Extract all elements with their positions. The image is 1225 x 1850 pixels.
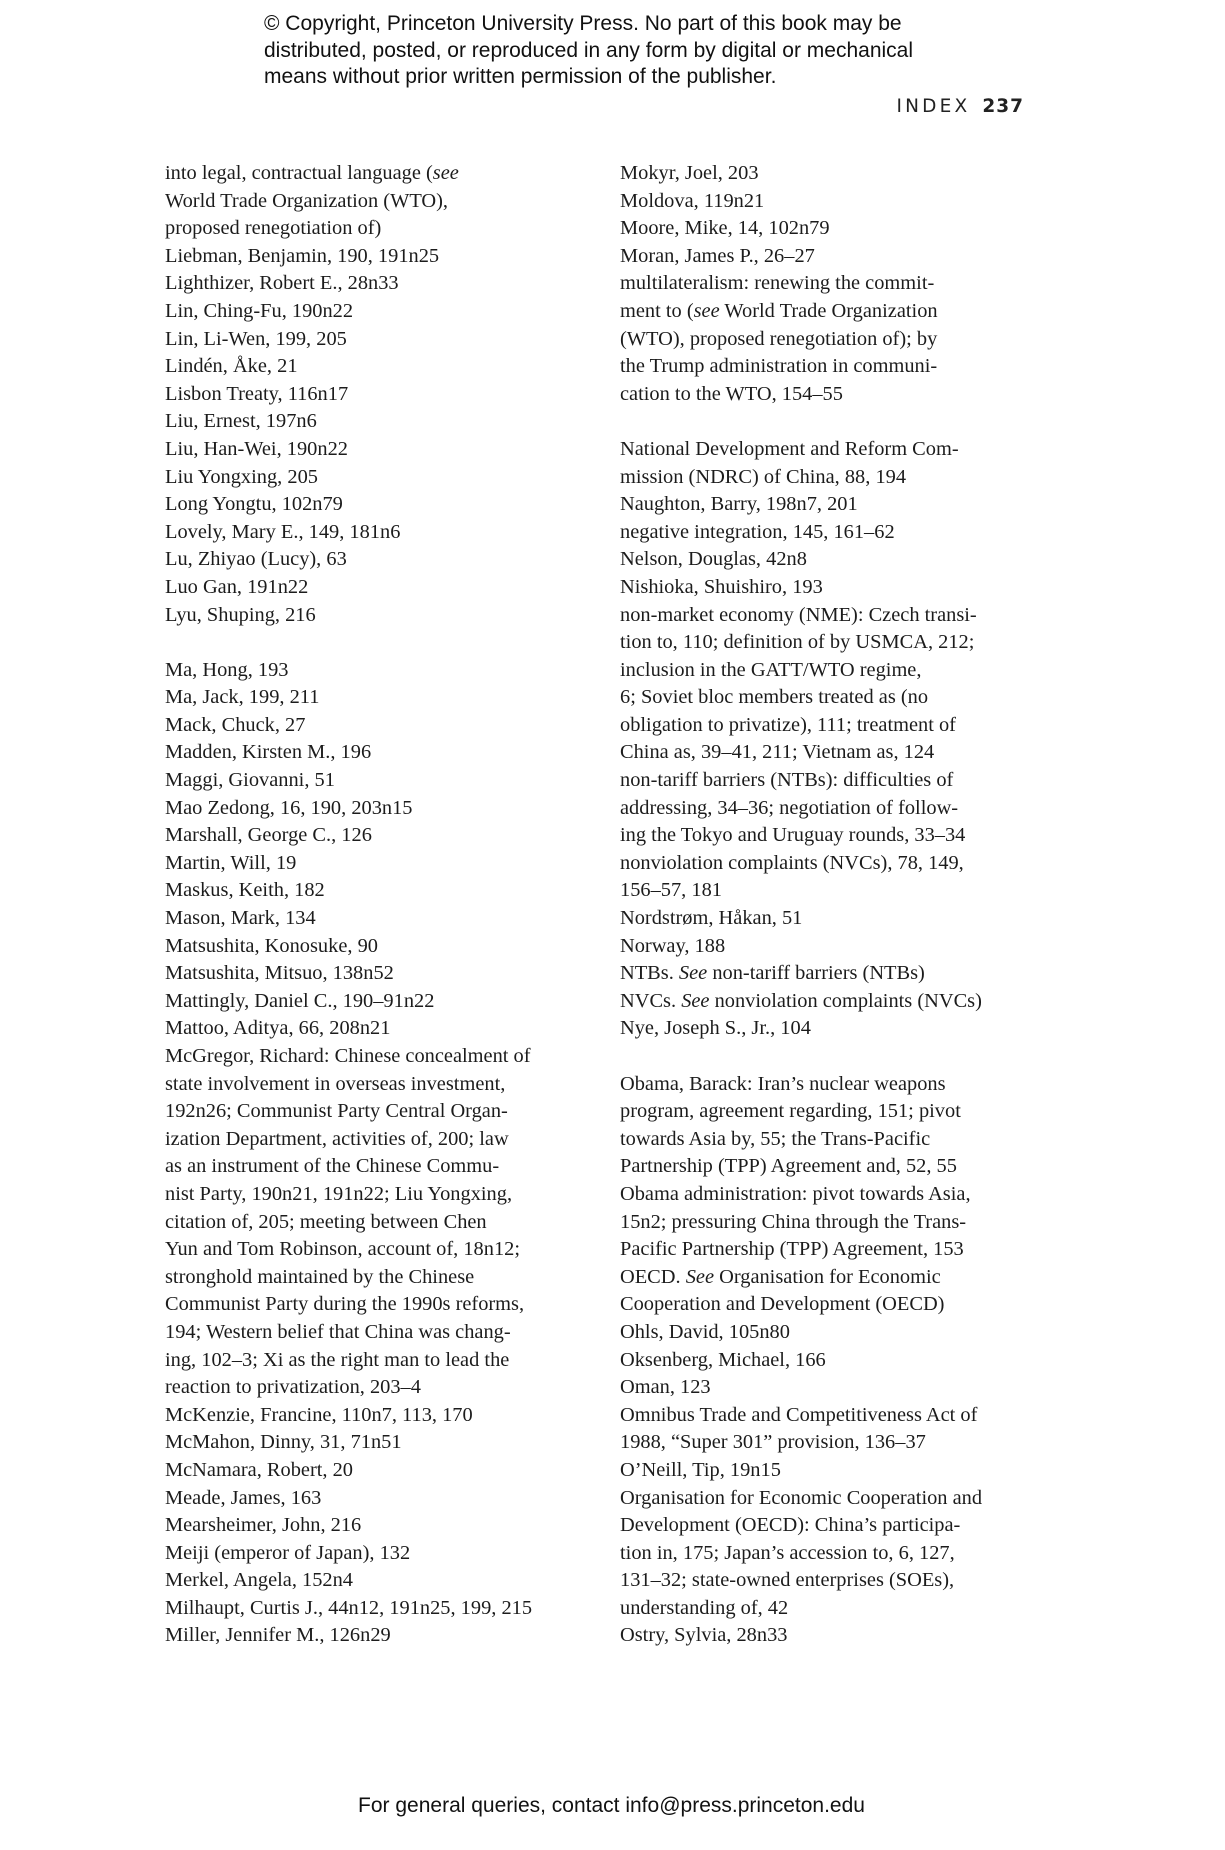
index-entry bbox=[165, 850, 585, 878]
index-entry-line: towards Asia by, 55; the Trans-Pacific bbox=[620, 1127, 931, 1150]
index-entry bbox=[165, 1485, 585, 1513]
index-entry-line: Ohls, David, 105n80 bbox=[620, 1320, 790, 1343]
index-entry-line: ment to (see World Trade Organization bbox=[620, 299, 938, 322]
index-entry-line: tion to, 110; definition of by USMCA, 212; bbox=[620, 631, 975, 654]
index-entry-line: Naughton, Barry, 198n7, 201 bbox=[620, 493, 858, 516]
index-entry bbox=[620, 933, 1040, 961]
index-entry-line: ing the Tokyo and Uruguay rounds, 33–34 bbox=[620, 824, 966, 847]
index-entry-line: 156–57, 181 bbox=[620, 879, 722, 902]
section-gap bbox=[620, 408, 1040, 436]
index-entry bbox=[165, 436, 585, 464]
index-entry bbox=[620, 188, 1040, 216]
index-entry bbox=[620, 215, 1040, 243]
index-entry-line: Mattoo, Aditya, 66, 208n21 bbox=[165, 1017, 391, 1040]
index-entry-line: reaction to privatization, 203–4 bbox=[165, 1376, 421, 1399]
index-entry bbox=[165, 298, 585, 326]
index-entry-line: Mokyr, Joel, 203 bbox=[620, 162, 759, 184]
index-entry bbox=[165, 822, 585, 850]
index-entry-line: inclusion in the GATT/WTO regime, bbox=[620, 658, 922, 681]
index-entry-line: cation to the WTO, 154–55 bbox=[620, 382, 843, 405]
index-entry bbox=[165, 988, 585, 1016]
copyright-line: © Copyright, Princeton University Press. No part of this book may be bbox=[264, 12, 902, 35]
index-entry bbox=[165, 243, 585, 271]
index-entry bbox=[620, 160, 1040, 188]
index-entry bbox=[165, 905, 585, 933]
footer-text: For general queries, contact info@press.princeton.edu bbox=[358, 1794, 865, 1817]
index-entry bbox=[165, 1595, 585, 1623]
index-entry-line: Maggi, Giovanni, 51 bbox=[165, 769, 335, 792]
index-entry-line: negative integration, 145, 161–62 bbox=[620, 520, 895, 543]
index-entry bbox=[620, 1264, 1040, 1319]
index-entry bbox=[165, 1512, 585, 1540]
index-entry-line: Lindén, Åke, 21 bbox=[165, 355, 298, 378]
index-entry-line: Lin, Li-Wen, 199, 205 bbox=[165, 327, 347, 350]
index-entry bbox=[165, 739, 585, 767]
index-entry-line: Lyu, Shuping, 216 bbox=[165, 603, 316, 626]
index-entry-line: Meiji (emperor of Japan), 132 bbox=[165, 1541, 411, 1564]
index-entry-line: Mattingly, Daniel C., 190–91n22 bbox=[165, 989, 435, 1012]
index-entry-line: Madden, Kirsten M., 196 bbox=[165, 741, 372, 764]
index-entry-line: ization Department, activities of, 200; law bbox=[165, 1127, 509, 1150]
index-entry bbox=[165, 270, 585, 298]
index-entry-line: Martin, Will, 19 bbox=[165, 851, 297, 874]
index-entry bbox=[620, 905, 1040, 933]
index-entry-line: McKenzie, Francine, 110n7, 113, 170 bbox=[165, 1403, 473, 1426]
index-entry-line: Merkel, Angela, 152n4 bbox=[165, 1569, 354, 1592]
index-entry bbox=[165, 491, 585, 519]
index-entry-line: Liebman, Benjamin, 190, 191n25 bbox=[165, 244, 440, 267]
index-entry-line: stronghold maintained by the Chinese bbox=[165, 1265, 475, 1288]
index-entry-line: 6; Soviet bloc members treated as (no bbox=[620, 686, 929, 709]
index-entry-line: 1988, “Super 301” provision, 136–37 bbox=[620, 1431, 926, 1454]
index-entry-line: NVCs. See nonviolation complaints (NVCs) bbox=[620, 989, 982, 1012]
index-entry-line: China as, 39–41, 211; Vietnam as, 124 bbox=[620, 741, 935, 764]
index-entry-line: Norway, 188 bbox=[620, 934, 726, 957]
index-entry-line: Moldova, 119n21 bbox=[620, 189, 765, 212]
index-entry bbox=[620, 988, 1040, 1016]
index-entry bbox=[165, 1043, 585, 1402]
index-entry bbox=[165, 519, 585, 547]
index-entry-line: National Development and Reform Com- bbox=[620, 437, 959, 460]
index-entry bbox=[165, 933, 585, 961]
index-entry-line: Maskus, Keith, 182 bbox=[165, 879, 325, 902]
index-entry-line: Liu, Ernest, 197n6 bbox=[165, 410, 317, 433]
index-entry-line: Pacific Partnership (TPP) Agreement, 153 bbox=[620, 1238, 964, 1261]
index-entry bbox=[165, 877, 585, 905]
index-entry bbox=[165, 1622, 585, 1650]
index-entry-line: into legal, contractual language (see bbox=[165, 162, 459, 184]
index-entry-line: Obama, Barack: Iran’s nuclear weapons bbox=[620, 1072, 946, 1095]
index-entry-line: addressing, 34–36; negotiation of follow- bbox=[620, 796, 959, 819]
index-entry-line: McGregor, Richard: Chinese concealment of bbox=[165, 1045, 531, 1067]
index-entry bbox=[620, 243, 1040, 271]
index-entry-line: program, agreement regarding, 151; pivot bbox=[620, 1100, 961, 1123]
index-entry-line: OECD. See Organisation for Economic bbox=[620, 1265, 941, 1288]
index-entry-line: the Trump administration in communi- bbox=[620, 355, 938, 378]
index-entry bbox=[620, 270, 1040, 408]
section-gap bbox=[165, 629, 585, 657]
index-entry-line: non-market economy (NME): Czech transi- bbox=[620, 603, 977, 626]
index-entry bbox=[165, 353, 585, 381]
index-entry-line: Marshall, George C., 126 bbox=[165, 824, 372, 847]
index-entry-line: Nordstrøm, Håkan, 51 bbox=[620, 907, 803, 930]
index-entry-line: obligation to privatize), 111; treatment of bbox=[620, 713, 956, 736]
index-column-right bbox=[620, 160, 1040, 1650]
index-entry-line: O’Neill, Tip, 19n15 bbox=[620, 1458, 781, 1481]
footer-contact bbox=[0, 1794, 1225, 1818]
index-entry bbox=[165, 1402, 585, 1430]
index-entry-line: Matsushita, Konosuke, 90 bbox=[165, 934, 378, 957]
index-entry-line: 192n26; Communist Party Central Organ- bbox=[165, 1100, 508, 1123]
index-entry bbox=[165, 546, 585, 574]
index-entry bbox=[620, 491, 1040, 519]
index-entry-line: non-tariff barriers (NTBs): difficulties of bbox=[620, 769, 954, 792]
index-entry-line: Lighthizer, Robert E., 28n33 bbox=[165, 272, 399, 295]
index-entry-line: Nelson, Douglas, 42n8 bbox=[620, 548, 807, 571]
index-entry bbox=[620, 1319, 1040, 1347]
index-entry-line: World Trade Organization (WTO), bbox=[165, 189, 449, 212]
index-entry-line: Obama administration: pivot towards Asia, bbox=[620, 1182, 971, 1205]
index-entry bbox=[165, 574, 585, 602]
index-entry-line: mission (NDRC) of China, 88, 194 bbox=[620, 465, 907, 488]
running-head-label: INDEX bbox=[896, 96, 971, 117]
index-entry-line: Lisbon Treaty, 116n17 bbox=[165, 382, 349, 405]
index-entry-line: Lu, Zhiyao (Lucy), 63 bbox=[165, 548, 347, 571]
index-entry-line: Mack, Chuck, 27 bbox=[165, 713, 306, 736]
index-entry-line: Liu Yongxing, 205 bbox=[165, 465, 318, 488]
index-entry-line: Ma, Jack, 199, 211 bbox=[165, 686, 320, 709]
index-entry-line: Long Yongtu, 102n79 bbox=[165, 493, 343, 516]
index-entry bbox=[620, 574, 1040, 602]
copyright-line: means without prior written permission of the publisher. bbox=[264, 65, 777, 88]
index-entry-line: Lin, Ching-Fu, 190n22 bbox=[165, 299, 354, 322]
index-entry bbox=[620, 850, 1040, 905]
index-entry bbox=[620, 1622, 1040, 1650]
index-entry-line: citation of, 205; meeting between Chen bbox=[165, 1210, 487, 1233]
index-column-left bbox=[165, 160, 585, 1650]
index-entry-line: Partnership (TPP) Agreement and, 52, 55 bbox=[620, 1155, 957, 1178]
index-entry-line: Nye, Joseph S., Jr., 104 bbox=[620, 1017, 811, 1040]
running-head bbox=[896, 96, 1024, 117]
index-entry-line: Ostry, Sylvia, 28n33 bbox=[620, 1624, 788, 1647]
index-entry-line: ing, 102–3; Xi as the right man to lead the bbox=[165, 1348, 510, 1371]
index-entry-line: understanding of, 42 bbox=[620, 1596, 789, 1619]
index-entry bbox=[165, 464, 585, 492]
index-entry bbox=[165, 381, 585, 409]
index-entry bbox=[620, 1347, 1040, 1375]
index-entry-line: tion in, 175; Japan’s accession to, 6, 127, bbox=[620, 1541, 955, 1564]
index-entry-line: Moore, Mike, 14, 102n79 bbox=[620, 217, 830, 240]
index-entry bbox=[620, 546, 1040, 574]
index-entry bbox=[620, 1374, 1040, 1402]
index-entry bbox=[165, 326, 585, 354]
index-entry-line: as an instrument of the Chinese Commu- bbox=[165, 1155, 500, 1178]
index-entry-line: Miller, Jennifer M., 126n29 bbox=[165, 1624, 391, 1647]
index-entry-line: Moran, James P., 26–27 bbox=[620, 244, 815, 267]
index-entry-line: Yun and Tom Robinson, account of, 18n12; bbox=[165, 1238, 521, 1261]
page-number: 237 bbox=[982, 96, 1024, 117]
index-entry-line: 131–32; state-owned enterprises (SOEs), bbox=[620, 1569, 955, 1592]
index-entry bbox=[620, 1181, 1040, 1264]
index-entry-line: Mason, Mark, 134 bbox=[165, 907, 316, 930]
index-entry-line: proposed renegotiation of) bbox=[165, 217, 382, 240]
index-entry-line: Meade, James, 163 bbox=[165, 1486, 322, 1509]
index-entry bbox=[620, 767, 1040, 850]
index-entry-line: Organisation for Economic Cooperation and bbox=[620, 1486, 983, 1509]
index-entry bbox=[620, 960, 1040, 988]
index-entry bbox=[165, 1567, 585, 1595]
index-entry-line: NTBs. See non-tariff barriers (NTBs) bbox=[620, 962, 925, 985]
index-entry bbox=[620, 519, 1040, 547]
index-entry-line: Omnibus Trade and Competitiveness Act of bbox=[620, 1403, 978, 1426]
index-entry-line: Liu, Han-Wei, 190n22 bbox=[165, 437, 348, 460]
index-entry-line: Matsushita, Mitsuo, 138n52 bbox=[165, 962, 394, 985]
index-entry-line: Mearsheimer, John, 216 bbox=[165, 1514, 362, 1537]
index-entry bbox=[165, 712, 585, 740]
index-entry-line: Lovely, Mary E., 149, 181n6 bbox=[165, 520, 401, 543]
index-entry bbox=[165, 795, 585, 823]
index-entry-line: multilateralism: renewing the commit- bbox=[620, 272, 935, 295]
index-entry bbox=[165, 408, 585, 436]
index-entry-line: 15n2; pressuring China through the Trans- bbox=[620, 1210, 967, 1233]
index-entry bbox=[165, 657, 585, 685]
index-entry bbox=[165, 1015, 585, 1043]
index-entry bbox=[620, 1071, 1040, 1181]
index-entry-line: Oman, 123 bbox=[620, 1376, 711, 1399]
index-entry-line: (WTO), proposed renegotiation of); by bbox=[620, 327, 938, 350]
index-entry-line: McMahon, Dinny, 31, 71n51 bbox=[165, 1431, 402, 1454]
index-entry-line: nonviolation complaints (NVCs), 78, 149, bbox=[620, 851, 964, 874]
index-entry bbox=[620, 436, 1040, 491]
section-gap bbox=[620, 1043, 1040, 1071]
index-entry bbox=[165, 1540, 585, 1568]
index-entry bbox=[620, 1485, 1040, 1623]
index-entry bbox=[620, 1457, 1040, 1485]
index-entry-line: Development (OECD): China’s participa- bbox=[620, 1514, 961, 1537]
index-entry bbox=[165, 602, 585, 630]
index-entry-line: nist Party, 190n21, 191n22; Liu Yongxing, bbox=[165, 1182, 513, 1205]
index-entry-line: Nishioka, Shuishiro, 193 bbox=[620, 575, 823, 598]
index-entry-line: Milhaupt, Curtis J., 44n12, 191n25, 199, 215 bbox=[165, 1596, 533, 1619]
index-entry bbox=[620, 1402, 1040, 1457]
index-entry-line: Mao Zedong, 16, 190, 203n15 bbox=[165, 796, 413, 819]
index-entry-line: 194; Western belief that China was chang- bbox=[165, 1320, 511, 1343]
index-entry-line: Ma, Hong, 193 bbox=[165, 658, 289, 681]
index-entry bbox=[165, 684, 585, 712]
copyright-notice bbox=[264, 11, 1024, 91]
index-entry-line: Cooperation and Development (OECD) bbox=[620, 1293, 945, 1316]
index-entry bbox=[165, 1429, 585, 1457]
index-entry-line: Oksenberg, Michael, 166 bbox=[620, 1348, 826, 1371]
index-entry bbox=[165, 767, 585, 795]
index-entry-line: McNamara, Robert, 20 bbox=[165, 1458, 353, 1481]
index-entry bbox=[165, 160, 585, 243]
copyright-line: distributed, posted, or reproduced in any form by digital or mechanical bbox=[264, 38, 914, 62]
index-entry bbox=[620, 602, 1040, 768]
index-entry-line: state involvement in overseas investment, bbox=[165, 1072, 506, 1095]
index-entry-line: Luo Gan, 191n22 bbox=[165, 575, 309, 598]
index-entry bbox=[165, 1457, 585, 1485]
index-entry-line: Communist Party during the 1990s reforms, bbox=[165, 1293, 525, 1316]
index-entry bbox=[165, 960, 585, 988]
index-entry bbox=[620, 1015, 1040, 1043]
